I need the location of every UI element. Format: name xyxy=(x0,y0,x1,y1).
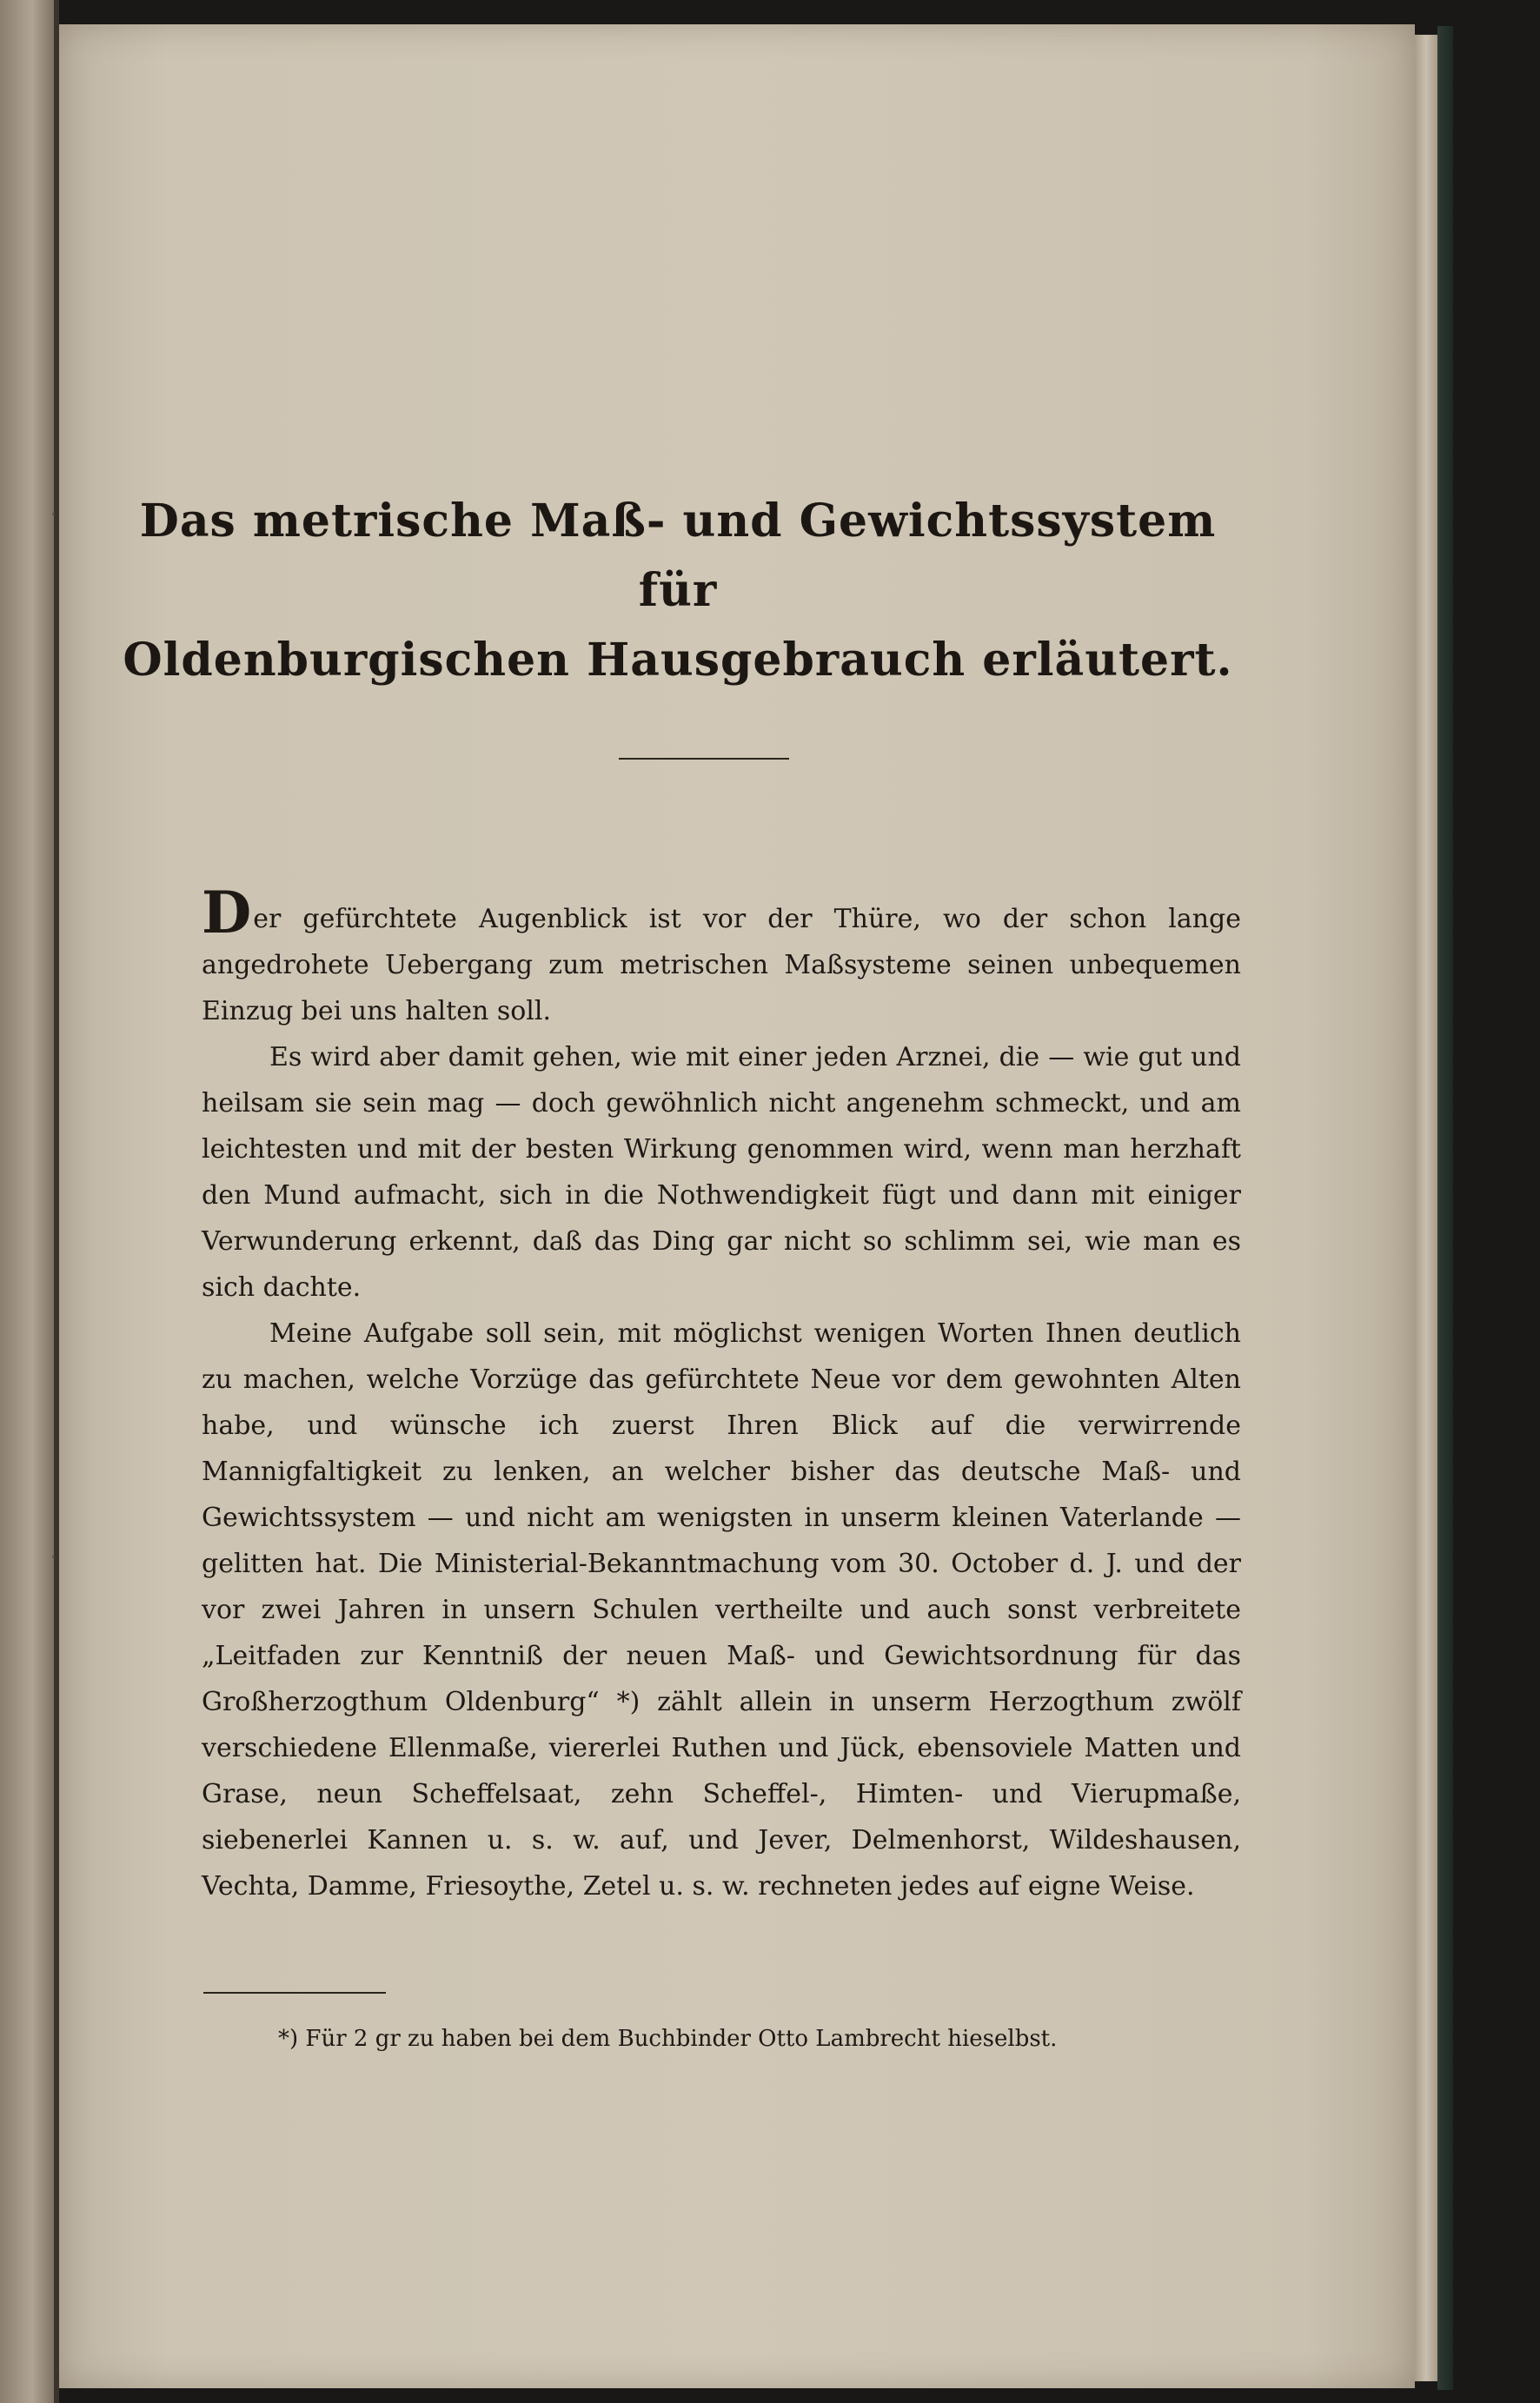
heading-divider xyxy=(619,758,789,760)
paragraph-1 xyxy=(202,879,1241,1034)
paragraph-2: Es wird aber damit gehen, wie mit einer jeden Arznei, die — wie gut und heilsam sie sein mag — doch gewöhnlich nicht angenehm schmeckt, und am leichtesten und mit der besten Wirkung genommen wird, wenn man herzhaft den Mund aufmacht, sich in die Nothwendigkeit fügt und dann mit einiger Verwunderung erkennt, daß das Ding gar nicht so schlimm sei, wie man es sich dachte. xyxy=(202,1042,1241,1303)
margin-speck: · xyxy=(50,504,56,526)
book-cover-edge xyxy=(1437,26,1453,2390)
paragraph-1-text: er gefürchtete Augenblick ist vor der Thüre, wo der schon lange angedrohete Uebergang zum metrischen Maßsysteme seinen unbequemen Einzug bei uns halten soll. xyxy=(202,904,1241,1026)
paragraph-3: Meine Aufgabe soll sein, mit möglichst wenigen Worten Ihnen deutlich zu machen, welche Vorzüge das gefürchtete Neue vor dem gewohnten Alten habe, und wünsche ich zuerst Ihren Blick auf die verwirrende Mannigfaltigkeit zu lenken, an welcher bisher das deutsche Maß- und Gewichtssystem — und nicht am wenigsten in unserm kleinen Vaterlande — gelitten hat. Die Ministerial-Bekanntmachung vom 30. October d. J. und der vor zwei Jahren in unsern Schulen vertheilte und auch sonst verbreitete „Leitfaden zur Kenntniß der neuen Maß- und Gewichtsordnung für das Großherzogthum Oldenburg“ *) zählt allein in unserm Herzogthum zwölf verschiedene Ellenmaße, viererlei Ruthen und Jück, ebensoviele Matten und Grase, neun Scheffelsaat, zehn Scheffel-, Himten- und Vierupmaße, siebenerlei Kannen u. s. w. auf, und Jever, Delmenhorst, Wildeshausen, Vechta, Damme, Friesoythe, Zetel u. s. w. rechneten jedes auf eigne Weise. xyxy=(202,1318,1241,1902)
heading-line-2: Oldenburgischen Hausgebrauch erläutert. xyxy=(123,634,1233,687)
footnote: *) Für 2 gr zu haben bei dem Buchbinder Otto Lambrecht hieselbst. xyxy=(278,2026,1058,2052)
chapter-heading xyxy=(104,487,1251,695)
footnote-divider xyxy=(203,1992,386,1994)
heading-line-1: Das metrische Maß- und Gewichtssystem für xyxy=(139,495,1217,617)
drop-cap: D xyxy=(202,879,252,946)
page-stack-edge xyxy=(1415,35,1437,2381)
left-page-edge xyxy=(0,0,54,2403)
body-text xyxy=(202,879,1241,1909)
margin-speck: · xyxy=(50,1547,56,1569)
